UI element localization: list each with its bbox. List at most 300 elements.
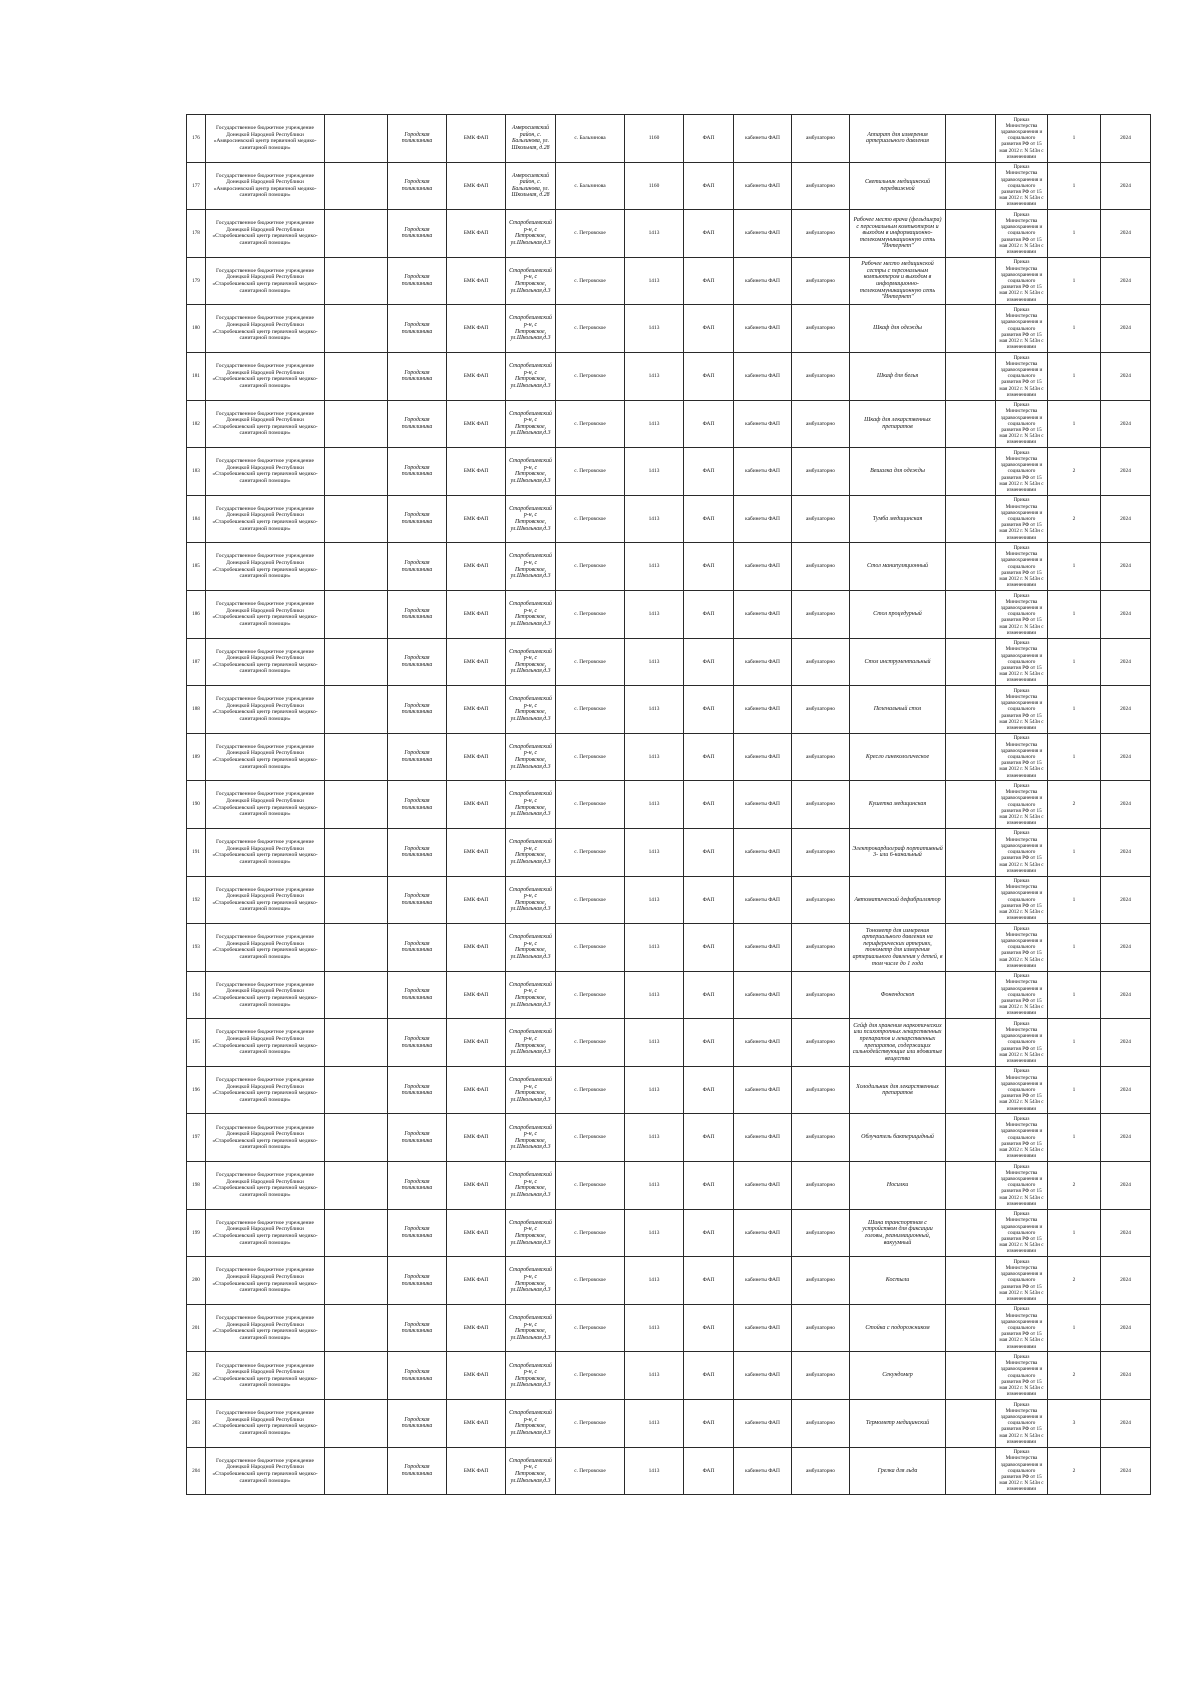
care-mode-cell: амбулаторно (792, 162, 850, 210)
quantity-cell: 2 (1048, 448, 1101, 496)
table-row (187, 876, 1151, 924)
equipment-name-cell: Тонометр для измерения артериального давления на периферических артериях, тонометр для измерения артериального давления у детей, в том числе до 1 года (850, 924, 946, 972)
year-cell: 2024 (1101, 162, 1151, 210)
settlement-cell: с. Бальзинова (556, 162, 625, 210)
row-number-cell: 187 (187, 638, 206, 686)
settlement-cell: с. Петровское (556, 781, 625, 829)
organization-cell: Государственное бюджетное учреждение Донецкой Народной Республики «Старобешевский центр первичной медико-санитарной помощи» (206, 828, 325, 876)
care-mode-cell: амбулаторно (792, 1447, 850, 1495)
row-number-cell: 197 (187, 1114, 206, 1162)
code-cell: 1413 (625, 543, 684, 591)
address-cell: Старобешевский р-н, с Петровское, ул.Школьная,д.3 (506, 1400, 556, 1448)
empty-cell (946, 162, 996, 210)
room-cell: кабинеты ФАП (734, 1162, 792, 1210)
equipment-name-cell: Кресло гинекологическое (850, 733, 946, 781)
regulation-cell: Приказ Министерства здравоохранения и социального развития РФ от 15 мая 2012 г. N 543н с изменениями (996, 1304, 1048, 1352)
quantity-cell: 1 (1048, 1019, 1101, 1067)
empty-cell (325, 352, 388, 400)
fap-cell: ФАП (684, 733, 734, 781)
facility-type-cell: Городская поликлиника (388, 495, 447, 543)
regulation-cell: Приказ Министерства здравоохранения и социального развития РФ от 15 мая 2012 г. N 543н с изменениями (996, 924, 1048, 972)
quantity-cell: 1 (1048, 257, 1101, 305)
equipment-table (186, 114, 1151, 1495)
care-mode-cell: амбулаторно (792, 1209, 850, 1257)
empty-cell (325, 1114, 388, 1162)
settlement-cell: с. Петровское (556, 1352, 625, 1400)
care-mode-cell: амбулаторно (792, 1162, 850, 1210)
facility-type-cell: Городская поликлиника (388, 1352, 447, 1400)
unit-cell: БМК ФАП (447, 971, 506, 1019)
room-cell: кабинеты ФАП (734, 924, 792, 972)
organization-cell: Государственное бюджетное учреждение Донецкой Народной Республики «Старобешевский центр первичной медико-санитарной помощи» (206, 495, 325, 543)
year-cell: 2024 (1101, 1400, 1151, 1448)
code-cell: 1413 (625, 257, 684, 305)
regulation-cell: Приказ Министерства здравоохранения и социального развития РФ от 15 мая 2012 г. N 543н с изменениями (996, 1066, 1048, 1114)
room-cell: кабинеты ФАП (734, 257, 792, 305)
empty-cell (946, 590, 996, 638)
year-cell: 2024 (1101, 1257, 1151, 1305)
room-cell: кабинеты ФАП (734, 1114, 792, 1162)
quantity-cell: 1 (1048, 352, 1101, 400)
empty-cell (946, 733, 996, 781)
care-mode-cell: амбулаторно (792, 1352, 850, 1400)
equipment-name-cell: Рабочее место врача (фельдшера) с персональным компьютером и выходом в информационно-телекоммуникационную сеть "Интернет" (850, 210, 946, 258)
address-cell: Старобешевский р-н, с Петровское, ул.Школьная,д.3 (506, 210, 556, 258)
table-body (187, 115, 1151, 1495)
settlement-cell: с. Бальзинова (556, 115, 625, 163)
row-number-cell: 180 (187, 305, 206, 353)
organization-cell: Государственное бюджетное учреждение Донецкой Народной Республики «Старобешевский центр первичной медико-санитарной помощи» (206, 1400, 325, 1448)
equipment-name-cell: Пеленальный стол (850, 686, 946, 734)
regulation-cell: Приказ Министерства здравоохранения и социального развития РФ от 15 мая 2012 г. N 543н с изменениями (996, 876, 1048, 924)
year-cell: 2024 (1101, 781, 1151, 829)
unit-cell: БМК ФАП (447, 400, 506, 448)
organization-cell: Государственное бюджетное учреждение Донецкой Народной Республики «Старобешевский центр первичной медико-санитарной помощи» (206, 400, 325, 448)
facility-type-cell: Городская поликлиника (388, 210, 447, 258)
room-cell: кабинеты ФАП (734, 971, 792, 1019)
organization-cell: Государственное бюджетное учреждение Донецкой Народной Республики «Старобешевский центр первичной медико-санитарной помощи» (206, 448, 325, 496)
table-row (187, 115, 1151, 163)
settlement-cell: с. Петровское (556, 1400, 625, 1448)
empty-cell (325, 590, 388, 638)
care-mode-cell: амбулаторно (792, 352, 850, 400)
code-cell: 1413 (625, 1114, 684, 1162)
unit-cell: БМК ФАП (447, 590, 506, 638)
fap-cell: ФАП (684, 686, 734, 734)
empty-cell (946, 1447, 996, 1495)
row-number-cell: 182 (187, 400, 206, 448)
care-mode-cell: амбулаторно (792, 876, 850, 924)
year-cell: 2024 (1101, 924, 1151, 972)
year-cell: 2024 (1101, 257, 1151, 305)
regulation-cell: Приказ Министерства здравоохранения и социального развития РФ от 15 мая 2012 г. N 543н с изменениями (996, 781, 1048, 829)
settlement-cell: с. Петровское (556, 543, 625, 591)
address-cell: Старобешевский р-н, с Петровское, ул.Школьная,д.3 (506, 1066, 556, 1114)
empty-cell (325, 1400, 388, 1448)
empty-cell (946, 305, 996, 353)
empty-cell (325, 686, 388, 734)
care-mode-cell: амбулаторно (792, 210, 850, 258)
empty-cell (325, 305, 388, 353)
unit-cell: БМК ФАП (447, 876, 506, 924)
quantity-cell: 1 (1048, 590, 1101, 638)
equipment-name-cell: Электрокардиограф портативный 3- или 6-канальный (850, 828, 946, 876)
equipment-name-cell: Шина транспортная с устройством для фиксации головы, реанимационный, вакуумный (850, 1209, 946, 1257)
care-mode-cell: амбулаторно (792, 115, 850, 163)
room-cell: кабинеты ФАП (734, 495, 792, 543)
year-cell: 2024 (1101, 638, 1151, 686)
row-number-cell: 178 (187, 210, 206, 258)
equipment-name-cell: Грелка для льда (850, 1447, 946, 1495)
code-cell: 1413 (625, 1304, 684, 1352)
room-cell: кабинеты ФАП (734, 828, 792, 876)
code-cell: 1413 (625, 1352, 684, 1400)
settlement-cell: с. Петровское (556, 733, 625, 781)
quantity-cell: 1 (1048, 1304, 1101, 1352)
organization-cell: Государственное бюджетное учреждение Донецкой Народной Республики «Старобешевский центр первичной медико-санитарной помощи» (206, 590, 325, 638)
regulation-cell: Приказ Министерства здравоохранения и социального развития РФ от 15 мая 2012 г. N 543н с изменениями (996, 210, 1048, 258)
facility-type-cell: Городская поликлиника (388, 924, 447, 972)
unit-cell: БМК ФАП (447, 543, 506, 591)
quantity-cell: 1 (1048, 924, 1101, 972)
row-number-cell: 183 (187, 448, 206, 496)
care-mode-cell: амбулаторно (792, 638, 850, 686)
room-cell: кабинеты ФАП (734, 543, 792, 591)
equipment-name-cell: Рабочее место медицинской сестры с персональным компьютером и выходом в информационно-телекоммуникационную сеть "Интернет" (850, 257, 946, 305)
empty-cell (325, 115, 388, 163)
quantity-cell: 1 (1048, 210, 1101, 258)
empty-cell (325, 1019, 388, 1067)
fap-cell: ФАП (684, 115, 734, 163)
settlement-cell: с. Петровское (556, 400, 625, 448)
row-number-cell: 181 (187, 352, 206, 400)
organization-cell: Государственное бюджетное учреждение Донецкой Народной Республики «Амвросиевский центр первичной медико-санитарной помощи» (206, 115, 325, 163)
settlement-cell: с. Петровское (556, 1447, 625, 1495)
address-cell: Старобешевский р-н, с Петровское, ул.Школьная,д.3 (506, 448, 556, 496)
code-cell: 1413 (625, 1209, 684, 1257)
year-cell: 2024 (1101, 971, 1151, 1019)
fap-cell: ФАП (684, 1352, 734, 1400)
row-number-cell: 196 (187, 1066, 206, 1114)
regulation-cell: Приказ Министерства здравоохранения и социального развития РФ от 15 мая 2012 г. N 543н с изменениями (996, 1209, 1048, 1257)
fap-cell: ФАП (684, 305, 734, 353)
organization-cell: Государственное бюджетное учреждение Донецкой Народной Республики «Старобешевский центр первичной медико-санитарной помощи» (206, 305, 325, 353)
regulation-cell: Приказ Министерства здравоохранения и социального развития РФ от 15 мая 2012 г. N 543н с изменениями (996, 1400, 1048, 1448)
table-row (187, 495, 1151, 543)
table-row (187, 352, 1151, 400)
empty-cell (946, 1209, 996, 1257)
table-row (187, 1019, 1151, 1067)
empty-cell (325, 210, 388, 258)
year-cell: 2024 (1101, 305, 1151, 353)
room-cell: кабинеты ФАП (734, 352, 792, 400)
unit-cell: БМК ФАП (447, 781, 506, 829)
organization-cell: Государственное бюджетное учреждение Донецкой Народной Республики «Старобешевский центр первичной медико-санитарной помощи» (206, 876, 325, 924)
organization-cell: Государственное бюджетное учреждение Донецкой Народной Республики «Старобешевский центр первичной медико-санитарной помощи» (206, 1114, 325, 1162)
table-row (187, 924, 1151, 972)
row-number-cell: 191 (187, 828, 206, 876)
fap-cell: ФАП (684, 400, 734, 448)
code-cell: 1413 (625, 210, 684, 258)
quantity-cell: 1 (1048, 1066, 1101, 1114)
unit-cell: БМК ФАП (447, 1162, 506, 1210)
equipment-name-cell: Кушетка медицинская (850, 781, 946, 829)
table-row (187, 686, 1151, 734)
table-row (187, 590, 1151, 638)
fap-cell: ФАП (684, 495, 734, 543)
regulation-cell: Приказ Министерства здравоохранения и социального развития РФ от 15 мая 2012 г. N 543н с изменениями (996, 638, 1048, 686)
empty-cell (946, 971, 996, 1019)
row-number-cell: 194 (187, 971, 206, 1019)
organization-cell: Государственное бюджетное учреждение Донецкой Народной Республики «Старобешевский центр первичной медико-санитарной помощи» (206, 686, 325, 734)
year-cell: 2024 (1101, 1352, 1151, 1400)
facility-type-cell: Городская поликлиника (388, 1066, 447, 1114)
year-cell: 2024 (1101, 876, 1151, 924)
code-cell: 1413 (625, 876, 684, 924)
empty-cell (946, 1066, 996, 1114)
empty-cell (946, 1400, 996, 1448)
empty-cell (325, 828, 388, 876)
unit-cell: БМК ФАП (447, 495, 506, 543)
care-mode-cell: амбулаторно (792, 305, 850, 353)
room-cell: кабинеты ФАП (734, 1400, 792, 1448)
code-cell: 1413 (625, 352, 684, 400)
quantity-cell: 1 (1048, 686, 1101, 734)
room-cell: кабинеты ФАП (734, 448, 792, 496)
equipment-name-cell: Холодильник для лекарственных препаратов (850, 1066, 946, 1114)
address-cell: Старобешевский р-н, с Петровское, ул.Школьная,д.3 (506, 1352, 556, 1400)
regulation-cell: Приказ Министерства здравоохранения и социального развития РФ от 15 мая 2012 г. N 543н с изменениями (996, 733, 1048, 781)
fap-cell: ФАП (684, 210, 734, 258)
settlement-cell: с. Петровское (556, 638, 625, 686)
empty-cell (325, 495, 388, 543)
organization-cell: Государственное бюджетное учреждение Донецкой Народной Республики «Старобешевский центр первичной медико-санитарной помощи» (206, 1447, 325, 1495)
equipment-name-cell: Вешалка для одежды (850, 448, 946, 496)
code-cell: 1413 (625, 1019, 684, 1067)
empty-cell (325, 543, 388, 591)
equipment-name-cell: Стол манипуляционный (850, 543, 946, 591)
fap-cell: ФАП (684, 352, 734, 400)
empty-cell (325, 781, 388, 829)
empty-cell (946, 115, 996, 163)
fap-cell: ФАП (684, 590, 734, 638)
care-mode-cell: амбулаторно (792, 257, 850, 305)
row-number-cell: 204 (187, 1447, 206, 1495)
year-cell: 2024 (1101, 1209, 1151, 1257)
row-number-cell: 203 (187, 1400, 206, 1448)
room-cell: кабинеты ФАП (734, 1209, 792, 1257)
quantity-cell: 2 (1048, 495, 1101, 543)
unit-cell: БМК ФАП (447, 686, 506, 734)
quantity-cell: 2 (1048, 781, 1101, 829)
unit-cell: БМК ФАП (447, 257, 506, 305)
table-row (187, 1400, 1151, 1448)
empty-cell (946, 257, 996, 305)
facility-type-cell: Городская поликлиника (388, 1257, 447, 1305)
unit-cell: БМК ФАП (447, 1400, 506, 1448)
empty-cell (946, 1114, 996, 1162)
facility-type-cell: Городская поликлиника (388, 590, 447, 638)
equipment-name-cell: Светильник медицинский передвижной (850, 162, 946, 210)
empty-cell (325, 1066, 388, 1114)
table-row (187, 1114, 1151, 1162)
fap-cell: ФАП (684, 971, 734, 1019)
organization-cell: Государственное бюджетное учреждение Донецкой Народной Республики «Старобешевский центр первичной медико-санитарной помощи» (206, 1162, 325, 1210)
room-cell: кабинеты ФАП (734, 1019, 792, 1067)
address-cell: Старобешевский р-н, с Петровское, ул.Школьная,д.3 (506, 1209, 556, 1257)
address-cell: Старобешевский р-н, с Петровское, ул.Школьная,д.3 (506, 638, 556, 686)
row-number-cell: 200 (187, 1257, 206, 1305)
empty-cell (325, 1257, 388, 1305)
code-cell: 1413 (625, 1447, 684, 1495)
unit-cell: БМК ФАП (447, 1304, 506, 1352)
table-row (187, 638, 1151, 686)
empty-cell (946, 686, 996, 734)
unit-cell: БМК ФАП (447, 115, 506, 163)
room-cell: кабинеты ФАП (734, 686, 792, 734)
address-cell: Старобешевский р-н, с Петровское, ул.Школьная,д.3 (506, 1162, 556, 1210)
quantity-cell: 1 (1048, 400, 1101, 448)
equipment-name-cell: Облучатель бактерицидный (850, 1114, 946, 1162)
empty-cell (325, 638, 388, 686)
year-cell: 2024 (1101, 686, 1151, 734)
settlement-cell: с. Петровское (556, 1162, 625, 1210)
care-mode-cell: амбулаторно (792, 1019, 850, 1067)
empty-cell (946, 876, 996, 924)
facility-type-cell: Городская поликлиника (388, 352, 447, 400)
quantity-cell: 1 (1048, 1209, 1101, 1257)
room-cell: кабинеты ФАП (734, 781, 792, 829)
equipment-name-cell: Аппарат для измерения артериального давления (850, 115, 946, 163)
year-cell: 2024 (1101, 828, 1151, 876)
room-cell: кабинеты ФАП (734, 1304, 792, 1352)
year-cell: 2024 (1101, 543, 1151, 591)
code-cell: 1413 (625, 638, 684, 686)
year-cell: 2024 (1101, 1447, 1151, 1495)
empty-cell (946, 495, 996, 543)
quantity-cell: 1 (1048, 971, 1101, 1019)
facility-type-cell: Городская поликлиника (388, 686, 447, 734)
regulation-cell: Приказ Министерства здравоохранения и социального развития РФ от 15 мая 2012 г. N 543н с изменениями (996, 971, 1048, 1019)
settlement-cell: с. Петровское (556, 1257, 625, 1305)
organization-cell: Государственное бюджетное учреждение Донецкой Народной Республики «Старобешевский центр первичной медико-санитарной помощи» (206, 1257, 325, 1305)
row-number-cell: 177 (187, 162, 206, 210)
address-cell: Старобешевский р-н, с Петровское, ул.Школьная,д.3 (506, 305, 556, 353)
address-cell: Старобешевский р-н, с Петровское, ул.Школьная,д.3 (506, 1019, 556, 1067)
facility-type-cell: Городская поликлиника (388, 1162, 447, 1210)
fap-cell: ФАП (684, 1257, 734, 1305)
fap-cell: ФАП (684, 1019, 734, 1067)
organization-cell: Государственное бюджетное учреждение Донецкой Народной Республики «Старобешевский центр первичной медико-санитарной помощи» (206, 210, 325, 258)
row-number-cell: 186 (187, 590, 206, 638)
quantity-cell: 1 (1048, 162, 1101, 210)
table-row (187, 828, 1151, 876)
empty-cell (946, 543, 996, 591)
regulation-cell: Приказ Министерства здравоохранения и социального развития РФ от 15 мая 2012 г. N 543н с изменениями (996, 162, 1048, 210)
quantity-cell: 2 (1048, 1447, 1101, 1495)
empty-cell (325, 257, 388, 305)
facility-type-cell: Городская поликлиника (388, 1019, 447, 1067)
year-cell: 2024 (1101, 210, 1151, 258)
facility-type-cell: Городская поликлиника (388, 828, 447, 876)
equipment-name-cell: Шкаф для лекарственных препаратов (850, 400, 946, 448)
empty-cell (325, 1162, 388, 1210)
empty-cell (946, 1257, 996, 1305)
facility-type-cell: Городская поликлиника (388, 400, 447, 448)
empty-cell (946, 781, 996, 829)
year-cell: 2024 (1101, 1304, 1151, 1352)
facility-type-cell: Городская поликлиника (388, 1209, 447, 1257)
table-row (187, 257, 1151, 305)
care-mode-cell: амбулаторно (792, 1400, 850, 1448)
empty-cell (325, 733, 388, 781)
empty-cell (325, 448, 388, 496)
care-mode-cell: амбулаторно (792, 543, 850, 591)
unit-cell: БМК ФАП (447, 1352, 506, 1400)
unit-cell: БМК ФАП (447, 1209, 506, 1257)
code-cell: 1413 (625, 1257, 684, 1305)
room-cell: кабинеты ФАП (734, 305, 792, 353)
regulation-cell: Приказ Министерства здравоохранения и социального развития РФ от 15 мая 2012 г. N 543н с изменениями (996, 305, 1048, 353)
facility-type-cell: Городская поликлиника (388, 1400, 447, 1448)
year-cell: 2024 (1101, 352, 1151, 400)
code-cell: 1413 (625, 828, 684, 876)
facility-type-cell: Городская поликлиника (388, 781, 447, 829)
unit-cell: БМК ФАП (447, 733, 506, 781)
code-cell: 1413 (625, 924, 684, 972)
code-cell: 1413 (625, 305, 684, 353)
empty-cell (946, 210, 996, 258)
year-cell: 2024 (1101, 733, 1151, 781)
equipment-name-cell: Носилки (850, 1162, 946, 1210)
year-cell: 2024 (1101, 1114, 1151, 1162)
table-row (187, 1352, 1151, 1400)
address-cell: Старобешевский р-н, с Петровское, ул.Школьная,д.3 (506, 590, 556, 638)
row-number-cell: 189 (187, 733, 206, 781)
settlement-cell: с. Петровское (556, 1066, 625, 1114)
regulation-cell: Приказ Министерства здравоохранения и социального развития РФ от 15 мая 2012 г. N 543н с изменениями (996, 543, 1048, 591)
row-number-cell: 179 (187, 257, 206, 305)
year-cell: 2024 (1101, 495, 1151, 543)
equipment-name-cell: Термометр медицинский (850, 1400, 946, 1448)
table-row (187, 1304, 1151, 1352)
regulation-cell: Приказ Министерства здравоохранения и социального развития РФ от 15 мая 2012 г. N 543н с изменениями (996, 1114, 1048, 1162)
address-cell: Старобешевский р-н, с Петровское, ул.Школьная,д.3 (506, 1257, 556, 1305)
organization-cell: Государственное бюджетное учреждение Донецкой Народной Республики «Старобешевский центр первичной медико-санитарной помощи» (206, 1209, 325, 1257)
settlement-cell: с. Петровское (556, 495, 625, 543)
regulation-cell: Приказ Министерства здравоохранения и социального развития РФ от 15 мая 2012 г. N 543н с изменениями (996, 448, 1048, 496)
regulation-cell: Приказ Министерства здравоохранения и социального развития РФ от 15 мая 2012 г. N 543н с изменениями (996, 686, 1048, 734)
regulation-cell: Приказ Министерства здравоохранения и социального развития РФ от 15 мая 2012 г. N 543н с изменениями (996, 257, 1048, 305)
facility-type-cell: Городская поликлиника (388, 1447, 447, 1495)
table-row (187, 733, 1151, 781)
facility-type-cell: Городская поликлиника (388, 115, 447, 163)
care-mode-cell: амбулаторно (792, 924, 850, 972)
care-mode-cell: амбулаторно (792, 828, 850, 876)
address-cell: Старобешевский р-н, с Петровское, ул.Школьная,д.3 (506, 828, 556, 876)
address-cell: Старобешевский р-н, с Петровское, ул.Школьная,д.3 (506, 495, 556, 543)
address-cell: Амвросиевский район, с. Бальзинова, ул. Школьная, д.28 (506, 115, 556, 163)
row-number-cell: 184 (187, 495, 206, 543)
empty-cell (946, 924, 996, 972)
empty-cell (325, 400, 388, 448)
quantity-cell: 2 (1048, 1257, 1101, 1305)
room-cell: кабинеты ФАП (734, 210, 792, 258)
code-cell: 1413 (625, 1066, 684, 1114)
quantity-cell: 1 (1048, 876, 1101, 924)
code-cell: 1413 (625, 495, 684, 543)
unit-cell: БМК ФАП (447, 924, 506, 972)
